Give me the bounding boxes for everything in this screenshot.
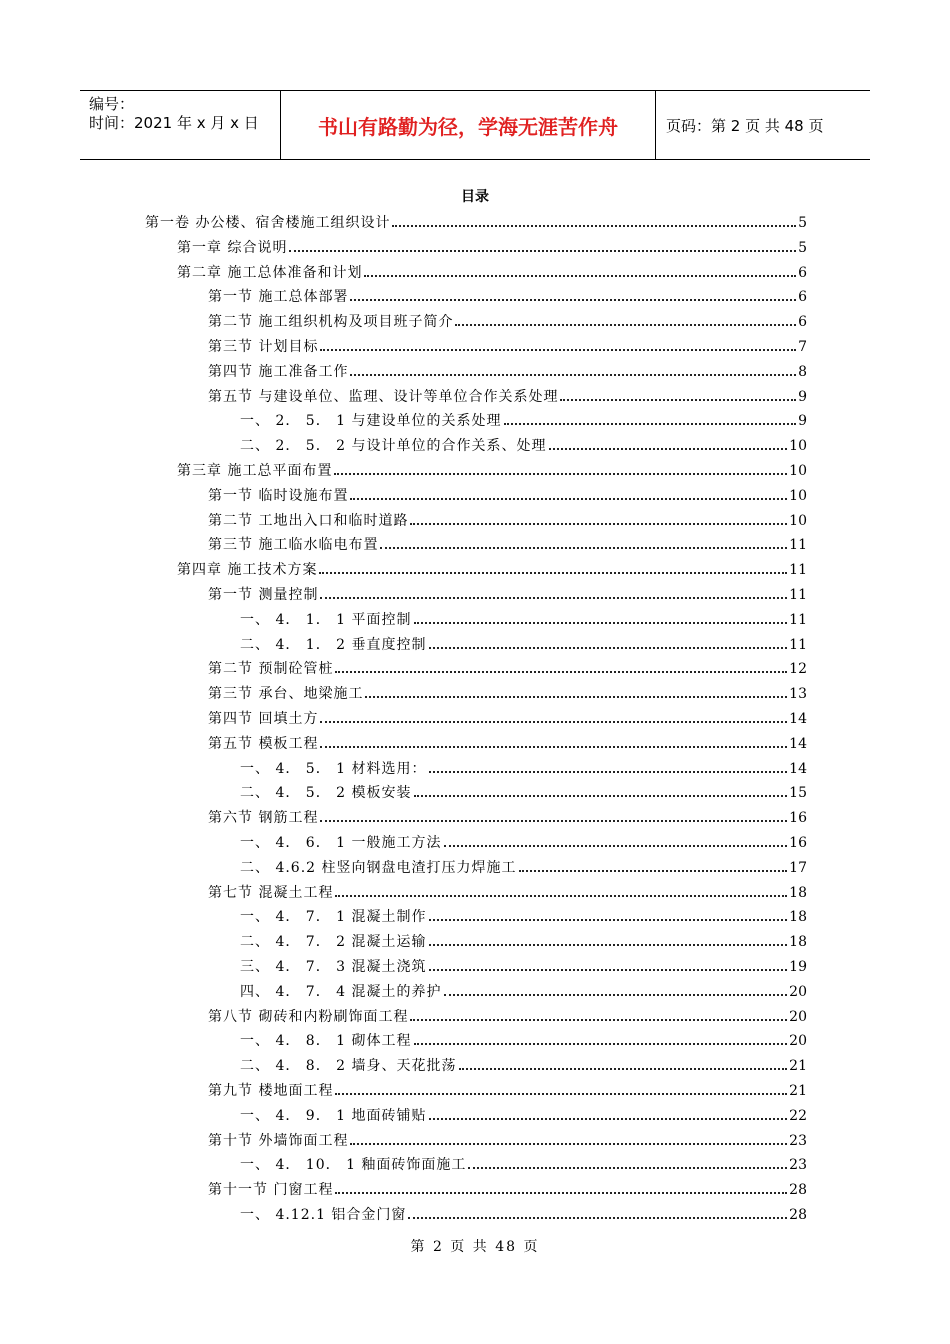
toc-entry-title: 第十节 外墙饰面工程	[208, 1132, 349, 1149]
toc-entry-page: 21	[789, 1058, 807, 1075]
toc-entry[interactable]	[208, 307, 807, 331]
toc-entry[interactable]	[240, 828, 807, 852]
toc-entry[interactable]	[177, 456, 807, 480]
toc-entry-page: 20	[789, 1033, 807, 1050]
toc-entry-page: 7	[798, 339, 807, 355]
toc-entry-page: 16	[789, 810, 807, 827]
toc-dot-leader	[429, 969, 788, 971]
toc-entry-title: 二、 4． 7． 2 混凝土运输	[240, 934, 427, 951]
toc-entry-title: 四、 4． 7． 4 混凝土的养护	[240, 983, 442, 1000]
toc-entry[interactable]	[240, 977, 807, 1001]
toc-entry-page: 6	[798, 289, 807, 306]
toc-dot-leader	[335, 1093, 787, 1095]
toc-dot-leader	[350, 1143, 787, 1145]
toc-entry-page: 11	[789, 611, 807, 628]
toc-entry-page: 9	[798, 388, 807, 405]
toc-entry-title: 第五节 与建设单位、监理、设计等单位合作关系处理	[208, 388, 559, 405]
toc-entry-page: 10	[789, 438, 807, 455]
toc-entry-page: 10	[789, 512, 807, 529]
toc-entry-title: 第八节 砌砖和内粉刷饰面工程	[208, 1008, 409, 1025]
toc-entry[interactable]	[208, 704, 807, 728]
toc-entry[interactable]	[240, 778, 807, 802]
toc-entry[interactable]	[208, 357, 807, 381]
toc-title: 目录	[461, 189, 489, 205]
toc-entry[interactable]	[208, 382, 807, 406]
toc-entry-page: 14	[789, 711, 807, 727]
toc-entry-page: 11	[789, 636, 807, 653]
toc-entry-title: 第二节 工地出入口和临时道路	[208, 512, 409, 529]
toc-dot-leader	[519, 870, 788, 872]
toc-dot-leader	[444, 994, 788, 996]
page-info: 页码：第 2 页 共 48 页	[666, 116, 824, 135]
toc-entry-page: 8	[798, 363, 807, 380]
toc-entry-title: 二、 4． 5． 2 模板安装	[240, 785, 412, 802]
toc-dot-leader	[455, 324, 796, 326]
toc-entry[interactable]	[240, 1200, 807, 1224]
toc-entry-title: 第三章 施工总平面布置	[177, 463, 333, 479]
toc-dot-leader	[444, 845, 788, 847]
toc-entry[interactable]	[208, 580, 807, 604]
toc-entry-page: 5	[798, 239, 807, 256]
toc-entry-title: 第七节 混凝土工程	[208, 884, 334, 901]
toc-entry-page: 28	[789, 1207, 807, 1223]
toc-entry-title: 第九节 楼地面工程	[208, 1083, 334, 1099]
toc-entry-title: 一、 4． 7． 1 混凝土制作	[240, 909, 427, 926]
toc-entry[interactable]	[208, 506, 807, 530]
toc-entry[interactable]	[240, 1026, 807, 1050]
header-motto-cell	[281, 91, 656, 159]
toc-entry-title: 第四节 回填土方	[208, 711, 319, 727]
toc-entry-page: 17	[789, 859, 807, 876]
toc-entry-title: 二、 4． 1． 2 垂直度控制	[240, 636, 427, 653]
toc-entry-title: 三、 4． 7． 3 混凝土浇筑	[240, 959, 427, 975]
toc-entry-title: 第二节 预制砼管桩	[208, 661, 334, 678]
toc-entry-title: 一、 4． 8． 1 砌体工程	[240, 1033, 412, 1050]
toc-entry-page: 9	[798, 413, 807, 430]
toc-entry-page: 12	[789, 661, 807, 678]
toc-entry-page: 14	[789, 735, 807, 752]
toc-dot-leader	[350, 374, 796, 376]
toc-entry[interactable]	[208, 282, 807, 306]
toc-entry[interactable]	[208, 481, 807, 505]
toc-entry[interactable]	[240, 1101, 807, 1125]
toc-entry-page: 20	[789, 983, 807, 1000]
toc-entry[interactable]	[240, 431, 807, 455]
toc-dot-leader	[320, 721, 787, 723]
toc-dot-leader	[320, 349, 796, 351]
toc-entry-title: 一、 4． 5． 1 材料选用：	[240, 760, 427, 777]
toc-entry-page: 5	[798, 215, 807, 231]
toc-dot-leader	[392, 225, 796, 227]
toc-entry[interactable]	[240, 853, 807, 877]
toc-entry[interactable]	[208, 679, 807, 703]
time-label: 时间：2021 年 x 月 x 日	[89, 114, 259, 132]
toc-entry[interactable]	[177, 233, 807, 257]
toc-entry-title: 第六节 钢筋工程	[208, 810, 319, 827]
toc-entry-title: 第三节 施工临水临电布置	[208, 537, 379, 554]
toc-entry[interactable]	[208, 1126, 807, 1150]
toc-dot-leader	[429, 919, 788, 921]
toc-dot-leader	[429, 647, 788, 649]
toc-entry-page: 18	[789, 934, 807, 951]
toc-dot-leader	[429, 771, 788, 773]
page-footer: 第 2 页 共 48 页	[410, 1239, 540, 1255]
toc-dot-leader	[350, 498, 787, 500]
toc-entry[interactable]	[240, 1150, 807, 1174]
toc-dot-leader	[410, 1019, 787, 1021]
toc-entry[interactable]	[240, 952, 807, 976]
toc-entry-title: 第一章 综合说明	[177, 239, 288, 256]
toc-entry[interactable]	[240, 1051, 807, 1075]
toc-dot-leader	[468, 1167, 787, 1169]
toc-entry-page: 22	[789, 1107, 807, 1124]
toc-entry-title: 一、 4.12.1 铝合金门窗	[240, 1207, 407, 1223]
toc-dot-leader	[350, 299, 796, 301]
toc-entry[interactable]	[208, 1002, 807, 1026]
toc-entry-page: 6	[798, 314, 807, 331]
toc-entry[interactable]	[177, 258, 807, 282]
toc-dot-leader	[408, 1217, 787, 1219]
toc-entry-page: 23	[789, 1132, 807, 1149]
toc-entry[interactable]	[240, 406, 807, 430]
toc-entry-title: 第四章 施工技术方案	[177, 562, 318, 579]
toc-entry-title: 一、 4． 9． 1 地面砖铺贴	[240, 1107, 427, 1124]
toc-entry[interactable]	[240, 902, 807, 926]
toc-dot-leader	[364, 275, 796, 277]
toc-dot-leader	[429, 944, 788, 946]
motto-text: 书山有路勤为径，学海无涯苦作舟	[318, 114, 618, 139]
toc-entry-page: 11	[789, 537, 807, 554]
toc-entry-page: 15	[789, 785, 807, 802]
toc-entry[interactable]	[240, 605, 807, 629]
toc-entry-title: 第一节 临时设施布置	[208, 487, 349, 504]
toc-dot-leader	[549, 448, 788, 450]
toc-entry[interactable]	[208, 1076, 807, 1100]
toc-dot-leader	[504, 423, 797, 425]
toc-entry-page: 23	[789, 1157, 807, 1174]
toc-entry-page: 10	[789, 487, 807, 504]
toc-entry-title: 一、 2． 5． 1 与建设单位的关系处理	[240, 413, 502, 430]
toc-entry-title: 第一卷 办公楼、宿舍楼施工组织设计	[145, 215, 391, 231]
toc-entry-title: 二、 2． 5． 2 与设计单位的合作关系、处理	[240, 438, 547, 455]
toc-entry-page: 28	[789, 1182, 807, 1199]
toc-entry-title: 一、 4． 1． 1 平面控制	[240, 611, 412, 628]
toc-entry-page: 21	[789, 1083, 807, 1099]
toc-entry-title: 第四节 施工准备工作	[208, 363, 349, 380]
toc-dot-leader	[429, 1118, 788, 1120]
toc-dot-leader	[334, 473, 787, 475]
toc-entry-title: 一、 4． 6． 1 一般施工方法	[240, 835, 442, 851]
toc-entry-title: 第一节 测量控制	[208, 587, 319, 603]
toc-entry[interactable]	[240, 754, 807, 778]
toc-entry[interactable]	[208, 803, 807, 827]
toc-dot-leader	[319, 572, 787, 574]
toc-entry-page: 14	[789, 760, 807, 777]
toc-entry[interactable]	[208, 878, 807, 902]
toc-entry-page: 18	[789, 884, 807, 901]
toc-entry[interactable]	[177, 555, 807, 579]
toc-dot-leader	[320, 820, 787, 822]
toc-entry-page: 19	[789, 959, 807, 975]
toc-dot-leader	[414, 1043, 788, 1045]
toc-entry[interactable]	[208, 1175, 807, 1199]
toc-dot-leader	[289, 250, 796, 252]
toc-entry-title: 第十一节 门窗工程	[208, 1182, 334, 1199]
toc-dot-leader	[410, 523, 787, 525]
toc-entry-title: 第五节 模板工程	[208, 735, 319, 752]
toc-entry[interactable]	[208, 332, 807, 356]
toc-dot-leader	[335, 1192, 787, 1194]
toc-dot-leader	[414, 795, 788, 797]
toc-entry-page: 20	[789, 1008, 807, 1025]
toc-entry-page: 13	[789, 686, 807, 703]
toc-dot-leader	[320, 746, 787, 748]
toc-dot-leader	[380, 547, 787, 549]
toc-entry-title: 二、 4.6.2 柱竖向钢盘电渣打压力焊施工	[240, 859, 517, 876]
toc-entry[interactable]	[208, 654, 807, 678]
toc-dot-leader	[320, 597, 787, 599]
toc-dot-leader	[335, 895, 787, 897]
toc-dot-leader	[459, 1068, 788, 1070]
toc-entry[interactable]	[208, 729, 807, 753]
toc-dot-leader	[414, 622, 788, 624]
toc-entry-title: 第二节 施工组织机构及项目班子简介	[208, 314, 454, 331]
toc-entry-title: 第三节 承台、地梁施工	[208, 686, 364, 703]
toc-entry[interactable]	[145, 208, 807, 232]
toc-entry-page: 18	[789, 909, 807, 926]
toc-entry-title: 第三节 计划目标	[208, 339, 319, 355]
toc-entry-page: 6	[798, 264, 807, 281]
toc-entry-title: 第二章 施工总体准备和计划	[177, 264, 363, 281]
toc-entry-title: 第一节 施工总体部署	[208, 289, 349, 306]
number-label: 编号：	[89, 95, 135, 113]
toc-entry-title: 二、 4． 8． 2 墙身、天花批荡	[240, 1058, 457, 1075]
header-left-cell	[80, 91, 281, 159]
header-page-cell	[656, 91, 870, 159]
toc-entry[interactable]	[208, 530, 807, 554]
toc-dot-leader	[365, 696, 787, 698]
page-header	[80, 90, 870, 160]
toc-entry[interactable]	[240, 630, 807, 654]
toc-entry-page: 16	[789, 835, 807, 851]
toc-entry[interactable]	[240, 927, 807, 951]
toc-dot-leader	[335, 671, 787, 673]
toc-entry-page: 11	[789, 562, 807, 579]
toc-dot-leader	[560, 399, 796, 401]
toc-entry-title: 一、 4． 10． 1 釉面砖饰面施工	[240, 1157, 467, 1174]
toc-entry-page: 10	[789, 463, 807, 479]
toc-entry-page: 11	[789, 587, 807, 603]
